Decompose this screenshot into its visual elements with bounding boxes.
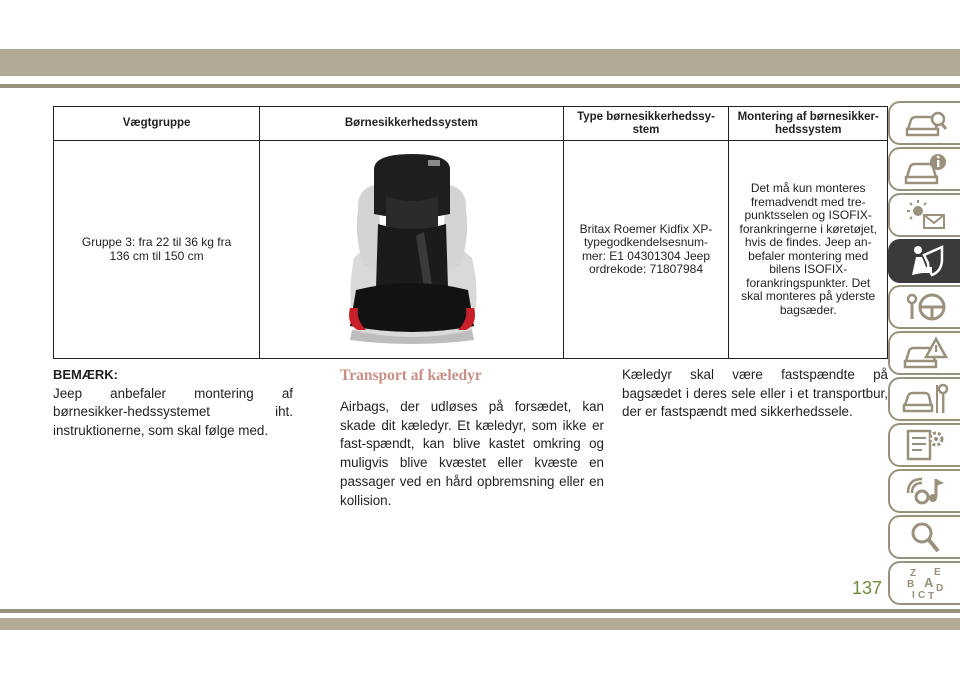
seat-safety-icon (902, 243, 948, 279)
note-label: BEMÆRK: (53, 367, 118, 382)
cell-seat-image (260, 141, 563, 359)
svg-text:E: E (934, 567, 941, 578)
tab-car-warning[interactable] (888, 331, 960, 375)
footer-rule (0, 609, 960, 613)
cell-seat-type: Britax Roemer Kidfix XP- typegodkendelsesnum- mer: E1 04301304 Jeep ordrekode: 71807984 (563, 141, 729, 359)
list-gear-icon (902, 427, 948, 463)
cell-weight-group: Gruppe 3: fra 22 til 36 kg fra 136 cm til 150 cm (54, 141, 260, 359)
car-info-icon (902, 151, 948, 187)
tab-car-info[interactable] (888, 147, 960, 191)
header-seat-type: Type børnesikkerhedssy- stem (563, 107, 729, 141)
note-text: Jeep anbefaler montering af børnesikker-hedssystemet iht. instruktionerne, som skal følge med. (53, 385, 293, 439)
car-warning-icon (902, 335, 948, 371)
car-tools-icon (902, 381, 948, 417)
media-note-icon (902, 473, 948, 509)
pet-section (340, 367, 604, 510)
tab-alphabet-index[interactable] (888, 561, 960, 605)
tab-search[interactable] (888, 515, 960, 559)
pet-paragraph-2: Kæledyr skal være fastspændte på bagsædet i deres sele eller i et transportbur, der er fastspændt med sikkerhedssele. (622, 367, 888, 420)
header-child-seat-system: Børnesikkerhedssystem (260, 107, 563, 141)
table-row (54, 141, 888, 359)
svg-text:B: B (907, 579, 915, 590)
pet-paragraph-2-block (622, 366, 888, 422)
child-seat-image (316, 148, 506, 348)
header-band (0, 49, 960, 76)
tab-car-magnifier[interactable] (888, 101, 960, 145)
page-number: 137 (852, 578, 883, 598)
pet-paragraph-1: Airbags, der udløses på forsædet, kan skade dit kæledyr. Et kæledyr, som ikke er fast-spændt, kan blive kastet omkring og muligvis blive kvæstet eller kvæste en passager ved en hård opbremsning eller en kollision. (340, 399, 604, 508)
header-mounting: Montering af børnesikker- hedssystem (729, 107, 888, 141)
tab-steering-key[interactable] (888, 285, 960, 329)
svg-text:T: T (928, 591, 935, 601)
svg-text:C: C (918, 590, 926, 601)
alphabet-index-icon (902, 565, 948, 601)
tab-car-tools[interactable] (888, 377, 960, 421)
car-magnifier-icon (902, 105, 948, 141)
svg-text:Z: Z (910, 568, 917, 579)
header-rule (0, 84, 960, 88)
svg-text:I: I (912, 590, 915, 601)
cell-mounting: Det må kun monteres fremadvendt med tre- punktsselen og ISOFIX- forankringerne i køretøjet, hvis de findes. Jeep an- befaler montering med bilens ISOFIX- forankringspunkter. Det skal monteres på yderste bagsæder. (729, 141, 888, 359)
tab-sun-envelope[interactable] (888, 193, 960, 237)
note-block (53, 366, 293, 441)
tab-media-note[interactable] (888, 469, 960, 513)
tab-list-gear[interactable] (888, 423, 960, 467)
footer-band (0, 618, 960, 630)
header-weight-group: Vægtgruppe (54, 107, 260, 141)
search-icon (902, 519, 948, 555)
steering-key-icon (902, 289, 948, 325)
child-seat-table (53, 106, 888, 359)
svg-text:D: D (936, 583, 944, 594)
tab-seat-safety[interactable] (888, 239, 960, 283)
svg-text:A: A (924, 575, 934, 590)
table-header-row (54, 107, 888, 141)
sun-envelope-icon (902, 197, 948, 233)
section-title: Transport af kæledyr (340, 367, 482, 384)
